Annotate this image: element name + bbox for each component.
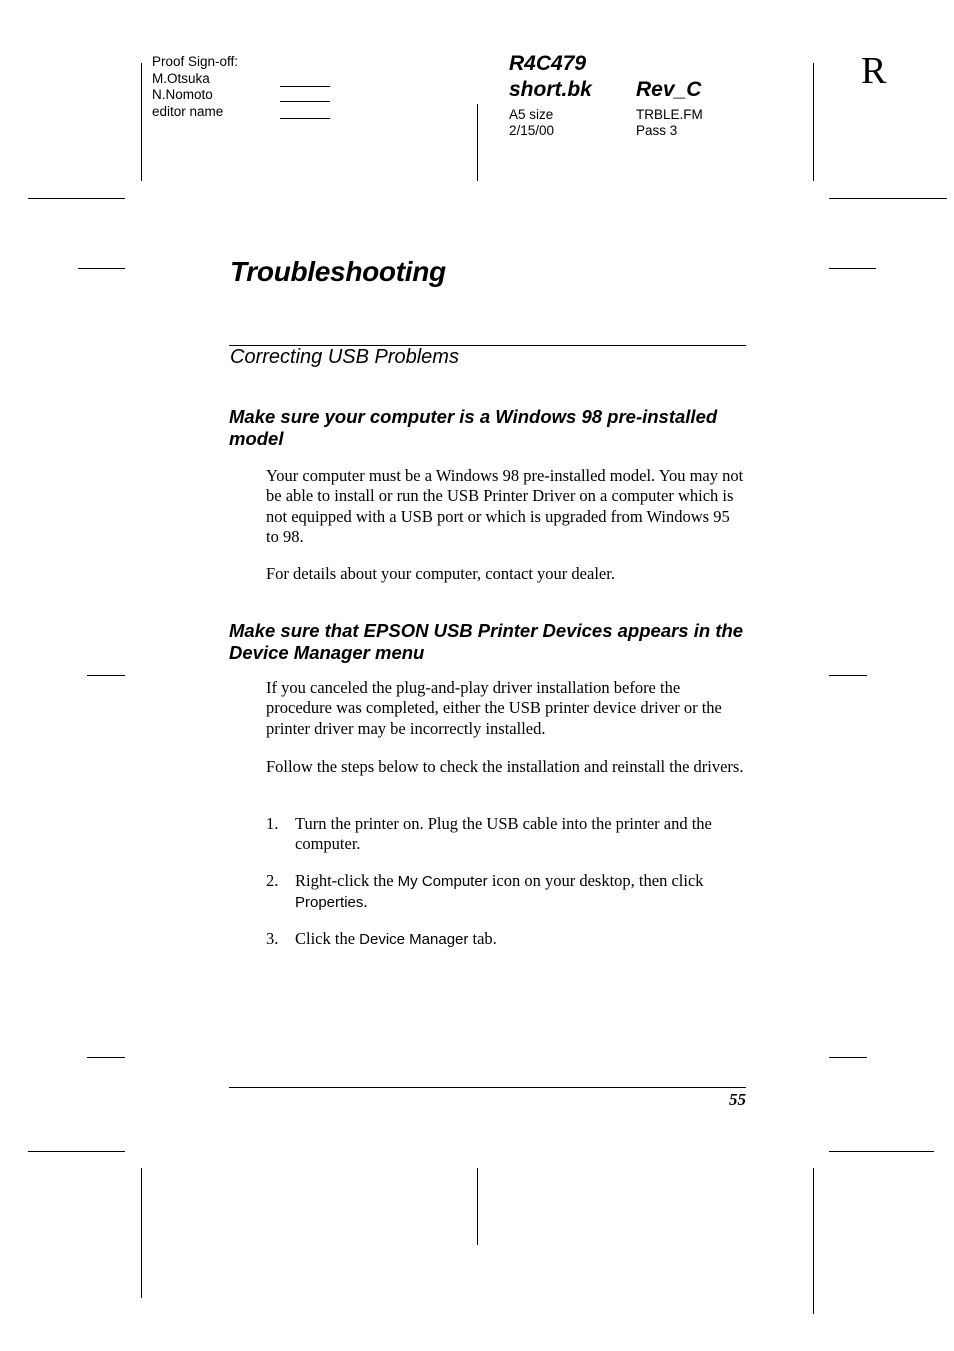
proof-name: M.Otsuka bbox=[152, 70, 210, 86]
crop-mark bbox=[829, 1151, 934, 1152]
crop-mark bbox=[813, 1168, 814, 1314]
ui-term-properties: Properties bbox=[295, 894, 364, 912]
crop-mark bbox=[141, 63, 142, 181]
proof-name: editor name bbox=[152, 103, 224, 119]
book-pass: Pass 3 bbox=[636, 123, 678, 138]
subsection-heading: Make sure your computer is a Windows 98 pre-installed model bbox=[229, 406, 718, 449]
book-rev: Rev_C bbox=[636, 78, 702, 101]
step-text-part: Right-click the bbox=[295, 871, 398, 890]
body-paragraph: Follow the steps below to check the installation and reinstall the drivers. bbox=[266, 757, 744, 776]
crop-mark bbox=[813, 63, 814, 181]
step-number: 3. bbox=[266, 929, 279, 948]
ui-term-device-manager: Device Manager bbox=[359, 931, 469, 948]
crop-mark bbox=[829, 675, 867, 676]
step-text bbox=[295, 871, 745, 914]
crop-mark bbox=[87, 675, 125, 676]
crop-mark bbox=[829, 198, 947, 199]
signoff-blank bbox=[280, 118, 330, 119]
body-paragraph: Your computer must be a Windows 98 pre-installed model. You may not be able to install or run the USB Printer Driver on a computer which is not equipped with a USB port or which is upgraded from Windows 95 to 98. bbox=[266, 466, 744, 546]
corner-letter: R bbox=[861, 50, 887, 92]
step-text-part: tab. bbox=[468, 929, 497, 948]
book-file: short.bk bbox=[509, 78, 592, 101]
proof-signoff bbox=[152, 54, 272, 120]
crop-mark bbox=[141, 1168, 142, 1298]
crop-mark bbox=[87, 1057, 125, 1058]
subsection-heading: Make sure that EPSON USB Printer Devices appears in the Device Manager menu bbox=[229, 620, 744, 663]
crop-mark bbox=[829, 1057, 867, 1058]
list-item bbox=[266, 929, 751, 953]
step-text-part: icon on your desktop, then click bbox=[487, 871, 704, 890]
book-size: A5 size bbox=[509, 107, 554, 122]
step-text: Turn the printer on. Plug the USB cable into the printer and the computer. bbox=[295, 814, 712, 854]
step-number: 2. bbox=[266, 871, 279, 890]
page-number: 55 bbox=[729, 1090, 746, 1109]
crop-mark bbox=[28, 198, 125, 199]
crop-mark bbox=[477, 1168, 478, 1245]
body-paragraph: For details about your computer, contact your dealer. bbox=[266, 564, 615, 583]
crop-mark bbox=[28, 1151, 125, 1152]
proof-title: Proof Sign-off: bbox=[152, 54, 239, 69]
step-text-part: Click the bbox=[295, 929, 360, 948]
step-text bbox=[295, 929, 745, 950]
section-heading: Correcting USB Problems bbox=[230, 346, 459, 368]
proof-name: N.Nomoto bbox=[152, 87, 213, 102]
page-title: Troubleshooting bbox=[230, 256, 446, 287]
step-number: 1. bbox=[266, 814, 279, 833]
signoff-blank bbox=[280, 101, 330, 102]
book-fm: TRBLE.FM bbox=[636, 107, 703, 122]
book-date: 2/15/00 bbox=[509, 123, 555, 138]
body-paragraph: If you canceled the plug-and-play driver installation before the procedure was completed, either the USB printer device driver or the printer driver may be incorrectly installed. bbox=[266, 678, 722, 738]
ui-term-my-computer: My Computer bbox=[397, 873, 488, 890]
signoff-blank bbox=[280, 86, 330, 87]
footer-rule bbox=[229, 1087, 746, 1088]
crop-mark bbox=[829, 268, 876, 269]
crop-mark bbox=[78, 268, 125, 269]
list-item bbox=[266, 814, 751, 858]
list-item bbox=[266, 871, 751, 915]
crop-mark bbox=[477, 104, 478, 181]
book-code: R4C479 bbox=[509, 52, 587, 75]
step-text-part: . bbox=[363, 892, 368, 912]
